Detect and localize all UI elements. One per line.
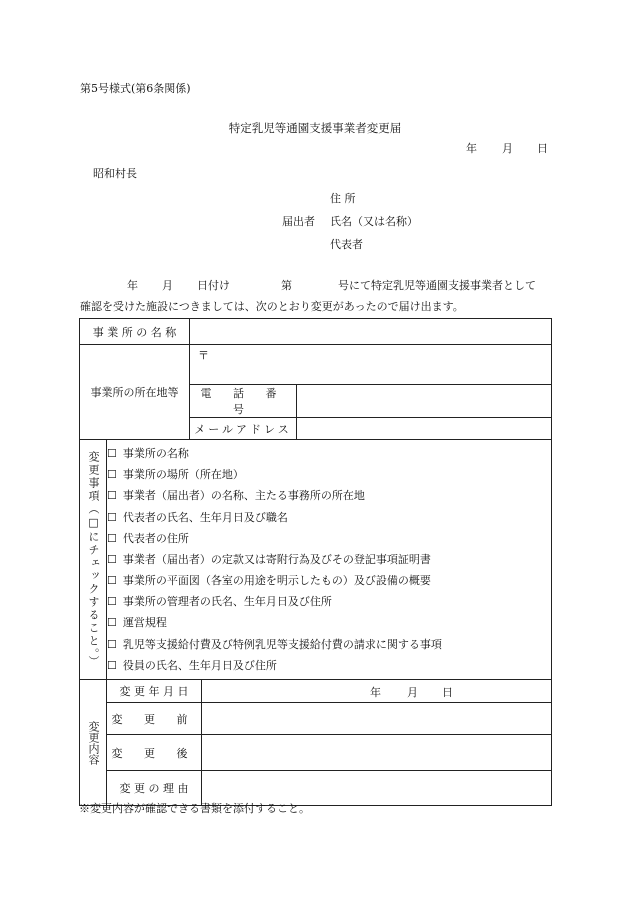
name-label: 氏名（又は名称） [330,215,418,228]
address-label: 住 所 [330,192,356,205]
change-item [107,634,551,655]
change-item-label: 代表者の氏名、生年月日及び職名 [122,510,288,524]
change-item [107,655,551,676]
phone-label: 電 話 番 号 [190,385,297,418]
date-month: 月 [502,142,513,155]
change-item [107,485,551,506]
checkbox[interactable]: ☐ [107,552,117,566]
change-item-label: 事業所の名称 [122,446,189,460]
office-location-label: 事業所の所在地等 [80,345,190,440]
checkbox[interactable]: ☐ [107,574,117,588]
postal-address-field[interactable] [190,345,552,385]
reason-label: 変 更 の 理 由 [107,771,202,806]
change-date-year: 年 [370,686,382,699]
checkbox[interactable]: ☐ [107,616,117,630]
before-label: 変 更 前 [107,703,202,735]
checkbox[interactable]: ☐ [107,531,117,545]
before-field[interactable] [202,703,552,735]
checkbox[interactable]: ☐ [107,510,117,524]
change-date-month: 月 [407,686,419,699]
change-item-label: 代表者の住所 [122,531,189,545]
change-item-label: 事業者（届出者）の名称、主たる事務所の所在地 [122,489,365,503]
form-number: 第5号様式(第6条関係) [80,82,191,95]
change-items-label-cell [80,440,107,680]
office-name-label: 事 業 所 の 名 称 [80,319,190,345]
change-items-label: 変更事項（□にチェックすること。） [87,450,100,669]
change-item-label: 事業所の管理者の氏名、生年月日及び住所 [122,595,332,609]
ref-number-prefix: 第 [281,279,292,292]
ref-year: 年 [127,279,138,292]
change-item [107,528,551,549]
addressee: 昭和村長 [93,167,137,180]
notifier-label: 届出者 [282,215,315,228]
checkbox[interactable]: ☐ [107,658,117,672]
change-date-label: 変 更 年 月 日 [107,680,202,703]
ref-number-suffix: 号にて特定乳児等通園支援事業者として [338,279,536,292]
document-title: 特定乳児等通園支援事業者変更届 [228,121,402,135]
date-day: 日 [537,142,548,155]
email-field[interactable] [297,418,552,440]
date-year: 年 [466,142,477,155]
ref-month: 月 [162,279,173,292]
change-date-day: 日 [442,686,454,699]
email-label: メールアドレス [190,418,297,440]
change-item [107,570,551,591]
change-item-label: 運営規程 [122,616,167,630]
phone-field[interactable] [297,385,552,418]
change-date-field[interactable] [202,680,552,703]
change-item [107,591,551,612]
change-item [107,549,551,570]
attachment-note: ※変更内容が確認できる書類を添付すること。 [79,802,310,815]
after-label: 変 更 後 [107,735,202,771]
postal-mark: 〒 [198,349,210,362]
change-item [107,507,551,528]
change-item-label: 事業所の場所（所在地） [122,468,244,482]
change-item [107,464,551,485]
change-item-label: 事業所の平面図（各室の用途を明示したもの）及び設備の概要 [122,574,431,588]
change-item-label: 乳児等支援給付費及び特例乳児等支援給付費の請求に関する事項 [122,637,442,651]
change-items-checklist [107,440,552,680]
change-item [107,443,551,464]
checkbox[interactable]: ☐ [107,468,117,482]
change-item-label: 事業者（届出者）の定款又は寄附行為及びその登記事項証明書 [122,552,431,566]
change-item [107,612,551,633]
change-content-label: 変更内容 [87,720,100,765]
checkbox[interactable]: ☐ [107,595,117,609]
checkbox[interactable]: ☐ [107,446,117,460]
checkbox[interactable]: ☐ [107,489,117,503]
checkbox[interactable]: ☐ [107,637,117,651]
office-name-field[interactable] [190,319,552,345]
change-item-label: 役員の氏名、生年月日及び住所 [122,658,277,672]
ref-date: 日付け [197,279,230,292]
after-field[interactable] [202,735,552,771]
body-line-2: 確認を受けた施設につきましては、次のとおり変更があったので届け出ます。 [80,300,464,313]
change-content-label-cell [80,680,107,806]
notification-table [79,318,552,806]
representative-label: 代表者 [330,238,363,251]
